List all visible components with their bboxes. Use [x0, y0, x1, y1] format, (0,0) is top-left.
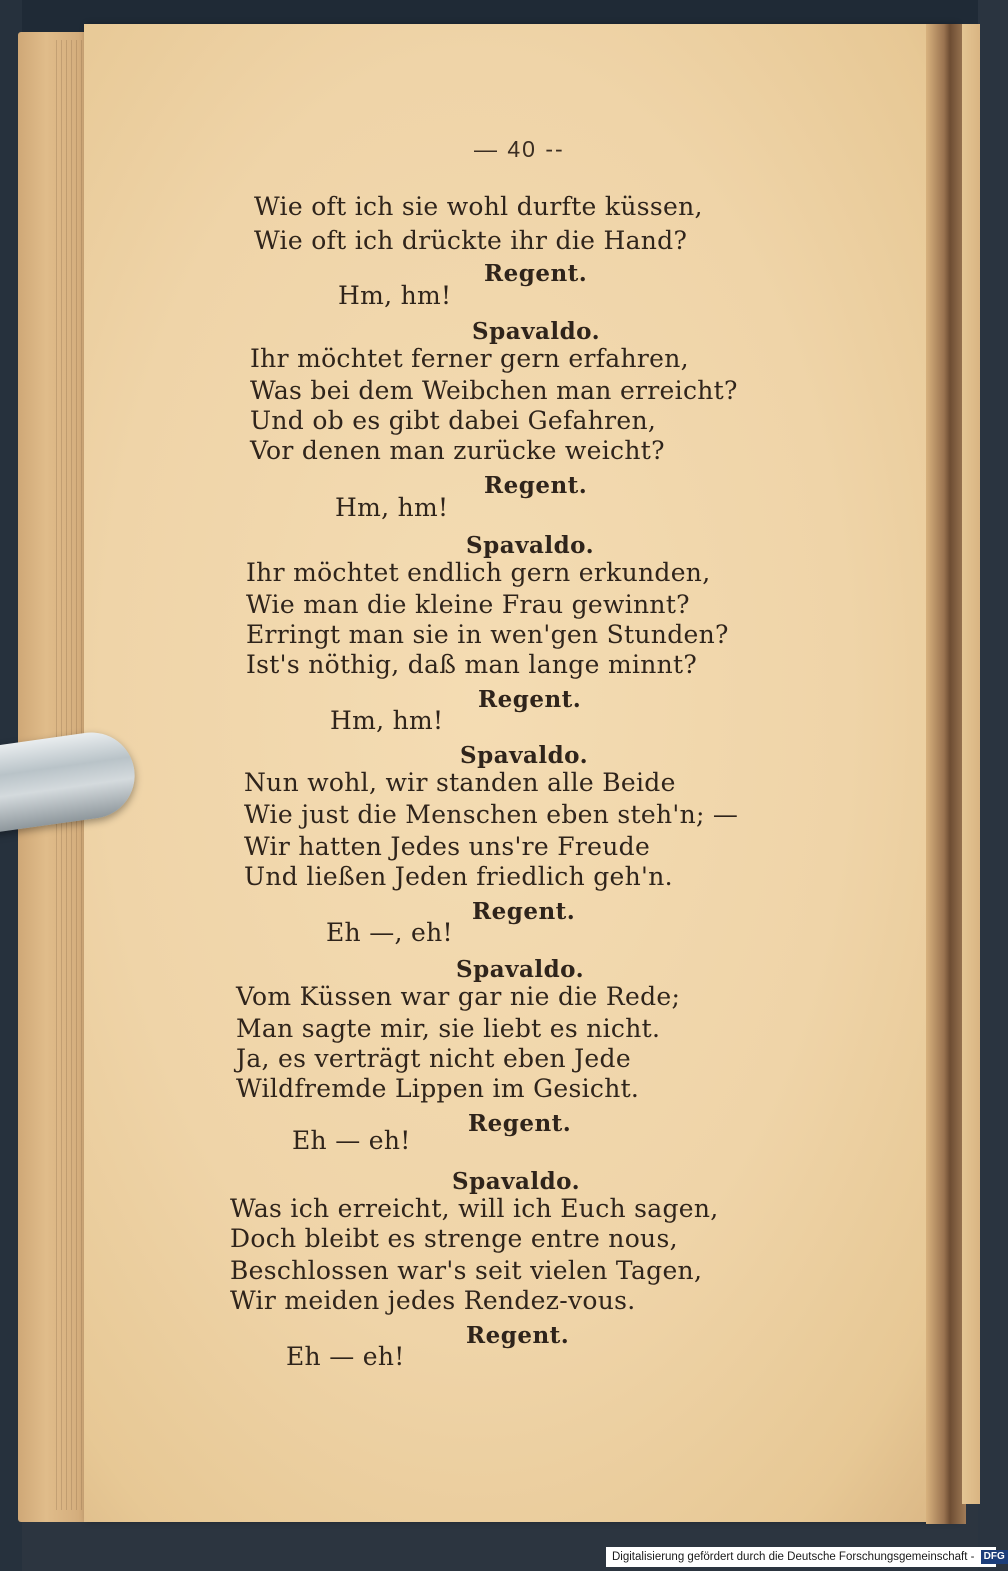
speaker-name: Spavaldo. [456, 956, 585, 983]
verse-line: Und ob es gibt dabei Gefahren, [250, 406, 657, 435]
verse-line: Doch bleibt es strenge entre nous, [230, 1224, 678, 1253]
book-gutter [926, 24, 966, 1524]
verse-line: Wie just die Menschen eben steh'n; — [244, 800, 739, 829]
speaker-name: Spavaldo. [452, 1168, 581, 1195]
digitization-footer [606, 1547, 1005, 1567]
speaker-name: Regent. [472, 898, 576, 925]
speaker-name: Regent. [478, 686, 582, 713]
verse-line: Vor denen man zurücke weicht? [250, 436, 665, 465]
verse-line: Ihr möchtet ferner gern erfahren, [250, 344, 689, 373]
verse-line: Hm, hm! [335, 493, 449, 522]
speaker-name: Regent. [484, 472, 588, 499]
verse-line: Ist's nöthig, daß man lange minnt? [246, 650, 698, 679]
scan-backdrop-right [978, 0, 1000, 1571]
verse-line: Was bei dem Weibchen man erreicht? [250, 376, 738, 405]
dfg-logo: DFG [981, 1550, 1008, 1564]
speaker-name: Spavaldo. [460, 742, 589, 769]
verse-line: Wie man die kleine Frau gewinnt? [246, 590, 690, 619]
verse-line: Wildfremde Lippen im Gesicht. [236, 1074, 640, 1103]
verse-line: Nun wohl, wir standen alle Beide [244, 768, 676, 797]
verse-line: Wir meiden jedes Rendez-vous. [230, 1286, 636, 1315]
verse-line: Eh —, eh! [326, 918, 453, 947]
verse-line: Erringt man sie in wen'gen Stunden? [246, 620, 729, 649]
facing-page-edge [962, 24, 980, 1504]
verse-line: Ihr möchtet endlich gern erkunden, [246, 558, 711, 587]
speaker-name: Regent. [466, 1322, 570, 1349]
verse-line: Hm, hm! [330, 706, 444, 735]
verse-line: Wie oft ich sie wohl durfte küssen, [254, 192, 703, 221]
verse-line: Wie oft ich drückte ihr die Hand? [254, 226, 688, 255]
page-number: — 40 -- [474, 136, 565, 162]
verse-line: Und ließen Jeden friedlich geh'n. [244, 862, 673, 891]
footer-text: Digitalisierung gefördert durch die Deutsche Forschungsgemeinschaft - [612, 1551, 975, 1563]
speaker-name: Spavaldo. [472, 318, 601, 345]
verse-line: Wir hatten Jedes uns're Freude [244, 832, 651, 861]
speaker-name: Spavaldo. [466, 532, 595, 559]
verse-line: Hm, hm! [338, 281, 452, 310]
verse-line: Beschlossen war's seit vielen Tagen, [230, 1256, 703, 1285]
speaker-name: Regent. [484, 260, 588, 287]
verse-line: Was ich erreicht, will ich Euch sagen, [230, 1194, 719, 1223]
verse-line: Eh — eh! [292, 1126, 411, 1155]
verse-line: Man sagte mir, sie liebt es nicht. [236, 1014, 661, 1043]
verse-line: Eh — eh! [286, 1342, 405, 1371]
verse-line: Ja, es verträgt nicht eben Jede [236, 1044, 631, 1073]
verse-line: Vom Küssen war gar nie die Rede; [236, 982, 681, 1011]
speaker-name: Regent. [468, 1110, 572, 1137]
